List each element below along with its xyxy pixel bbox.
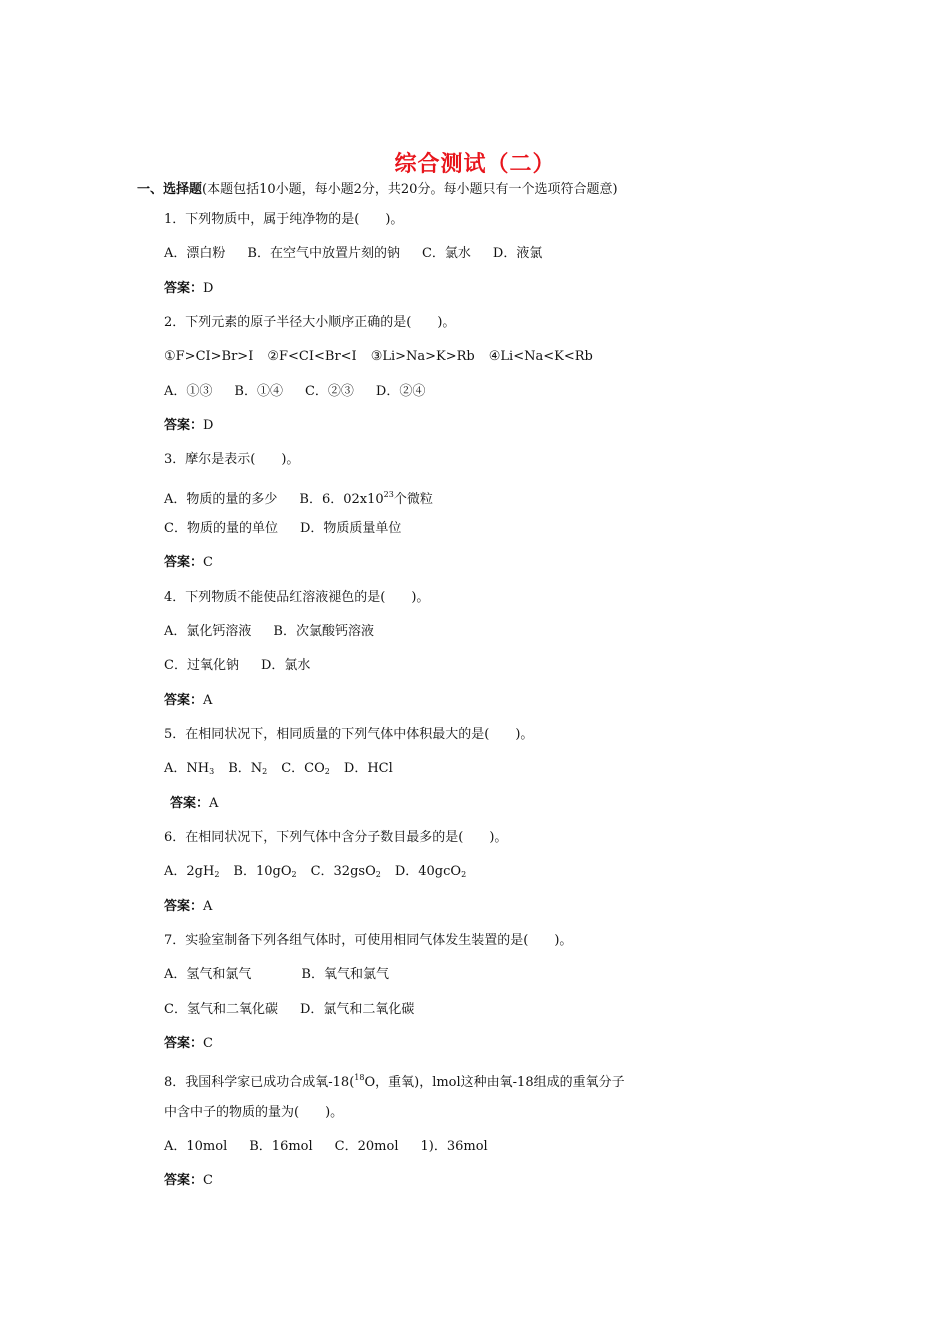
item-1: ①F>CI>Br>I: [164, 349, 254, 364]
option-a: A．氯化钙溶液: [164, 624, 252, 639]
option-d: D．氯气和二氧化碳: [299, 1002, 415, 1017]
section-description: (本题包括10小题，每小题2分，共20分。每小题只有一个选项符合题意): [202, 182, 618, 197]
question-7-options-ab: [164, 966, 389, 984]
question-3-options-cd: [164, 520, 401, 538]
option-d: D．②④: [375, 384, 426, 399]
question-8-answer: [164, 1172, 213, 1190]
question-7-answer: [164, 1035, 213, 1053]
option-d: D．物质质量单位: [299, 521, 402, 536]
option-a: A．漂白粉: [164, 246, 226, 261]
question-2-answer: [164, 417, 213, 435]
option-a: A．①③: [164, 384, 213, 399]
question-8-options: [164, 1138, 488, 1156]
answer-value: C: [203, 1173, 213, 1188]
option-b: B．$N_2$: [228, 761, 268, 776]
option-c: C．$CO_2$: [281, 761, 330, 776]
question-5-stem: 5．在相同状况下，相同质量的下列气体中体积最大的是( )。: [164, 727, 534, 742]
option-b: B．16mol: [249, 1139, 313, 1154]
option-a: A．$NH_3$: [164, 761, 215, 776]
question-6-answer: [164, 898, 212, 916]
question-1-options: [164, 245, 542, 263]
question-4-options-ab: [164, 623, 374, 641]
question-1-answer: [164, 280, 213, 298]
option-b: B．6．$02x10^{23}$个微粒: [299, 490, 433, 507]
answer-label: 答案：: [164, 555, 204, 570]
answer-value: A: [203, 899, 213, 914]
answer-value: D: [203, 281, 214, 296]
option-c: C．过氧化钠: [164, 658, 239, 673]
answer-label: 答案：: [164, 281, 204, 296]
option-d: D．液氯: [492, 246, 543, 261]
option-b: B．$10gO_2$: [233, 864, 297, 879]
option-d: D．40gcO$_2$: [394, 864, 467, 879]
question-4-options-cd: [164, 657, 310, 675]
question-3-options-ab: [164, 486, 433, 509]
section-lead: 一、选择题: [137, 182, 203, 197]
item-4: ④Li<Na<K<Rb: [488, 349, 593, 364]
question-4-stem: 4．下列物质不能使品红溶液褪色的是( )。: [164, 590, 430, 605]
option-a: A．物质的量的多少: [164, 492, 278, 507]
answer-value: C: [203, 1036, 213, 1051]
item-3: ③Li>Na>K>Rb: [370, 349, 475, 364]
question-2-options: [164, 383, 425, 401]
option-d: D．HCl: [343, 761, 393, 776]
question-5-options: [164, 760, 393, 781]
question-7-stem: 7．实验室制备下列各组气体时，可使用相同气体发生装置的是( )。: [164, 933, 573, 948]
option-a: A．氢气和氯气: [164, 967, 252, 982]
page-title: 综合测试（二）: [394, 152, 556, 177]
answer-label: 答案：: [170, 796, 210, 811]
option-b: B．①④: [234, 384, 283, 399]
question-2-stem: 2．下列元素的原子半径大小顺序正确的是( )。: [164, 315, 456, 330]
question-3-answer: [164, 554, 213, 572]
option-c: C．32gsO$_2$: [310, 864, 381, 879]
item-2: ②F<CI<Br<I: [267, 349, 357, 364]
answer-value: D: [203, 418, 214, 433]
answer-label: 答案：: [164, 899, 204, 914]
question-8-stem: 8．我国科学家已成功合成氧-18($^{18}$O，重氧)，lmol这种由氧-18组成的重氧分子: [164, 1073, 625, 1090]
question-7-options-cd: [164, 1001, 414, 1019]
option-c: C．氢气和二氧化碳: [164, 1002, 278, 1017]
option-c: C．氯水: [421, 246, 471, 261]
option-a: A．10mol: [164, 1139, 228, 1154]
option-a: A．$2gH_2$: [164, 864, 220, 879]
option-b: B．次氯酸钙溶液: [273, 624, 374, 639]
answer-label: 答案：: [164, 693, 204, 708]
option-d: D．氯水: [260, 658, 311, 673]
option-c: C．20mol: [334, 1139, 399, 1154]
question-6-stem: 6．在相同状况下，下列气体中含分子数目最多的是( )。: [164, 830, 508, 845]
question-4-answer: [164, 692, 212, 710]
question-1-stem: 1．下列物质中，属于纯净物的是( )。: [164, 212, 404, 227]
answer-label: 答案：: [164, 1036, 204, 1051]
question-3-stem: 3．摩尔是表示( )。: [164, 452, 300, 467]
question-2-items: [164, 348, 593, 366]
question-8-stem-continued: 中含中子的物质的量为( )。: [164, 1105, 344, 1120]
answer-label: 答案：: [164, 1173, 204, 1188]
answer-value: A: [209, 796, 219, 811]
answer-value: C: [203, 555, 213, 570]
question-6-options: [164, 863, 466, 884]
option-c: C．②③: [304, 384, 354, 399]
option-d: 1)．36mol: [420, 1139, 488, 1154]
answer-value: A: [203, 693, 213, 708]
option-b: B．氧气和氯气: [301, 967, 389, 982]
answer-label: 答案：: [164, 418, 204, 433]
question-5-answer: [170, 795, 218, 813]
option-c: C．物质的量的单位: [164, 521, 278, 536]
option-b: B．在空气中放置片刻的钠: [247, 246, 400, 261]
section-heading: [137, 178, 618, 197]
